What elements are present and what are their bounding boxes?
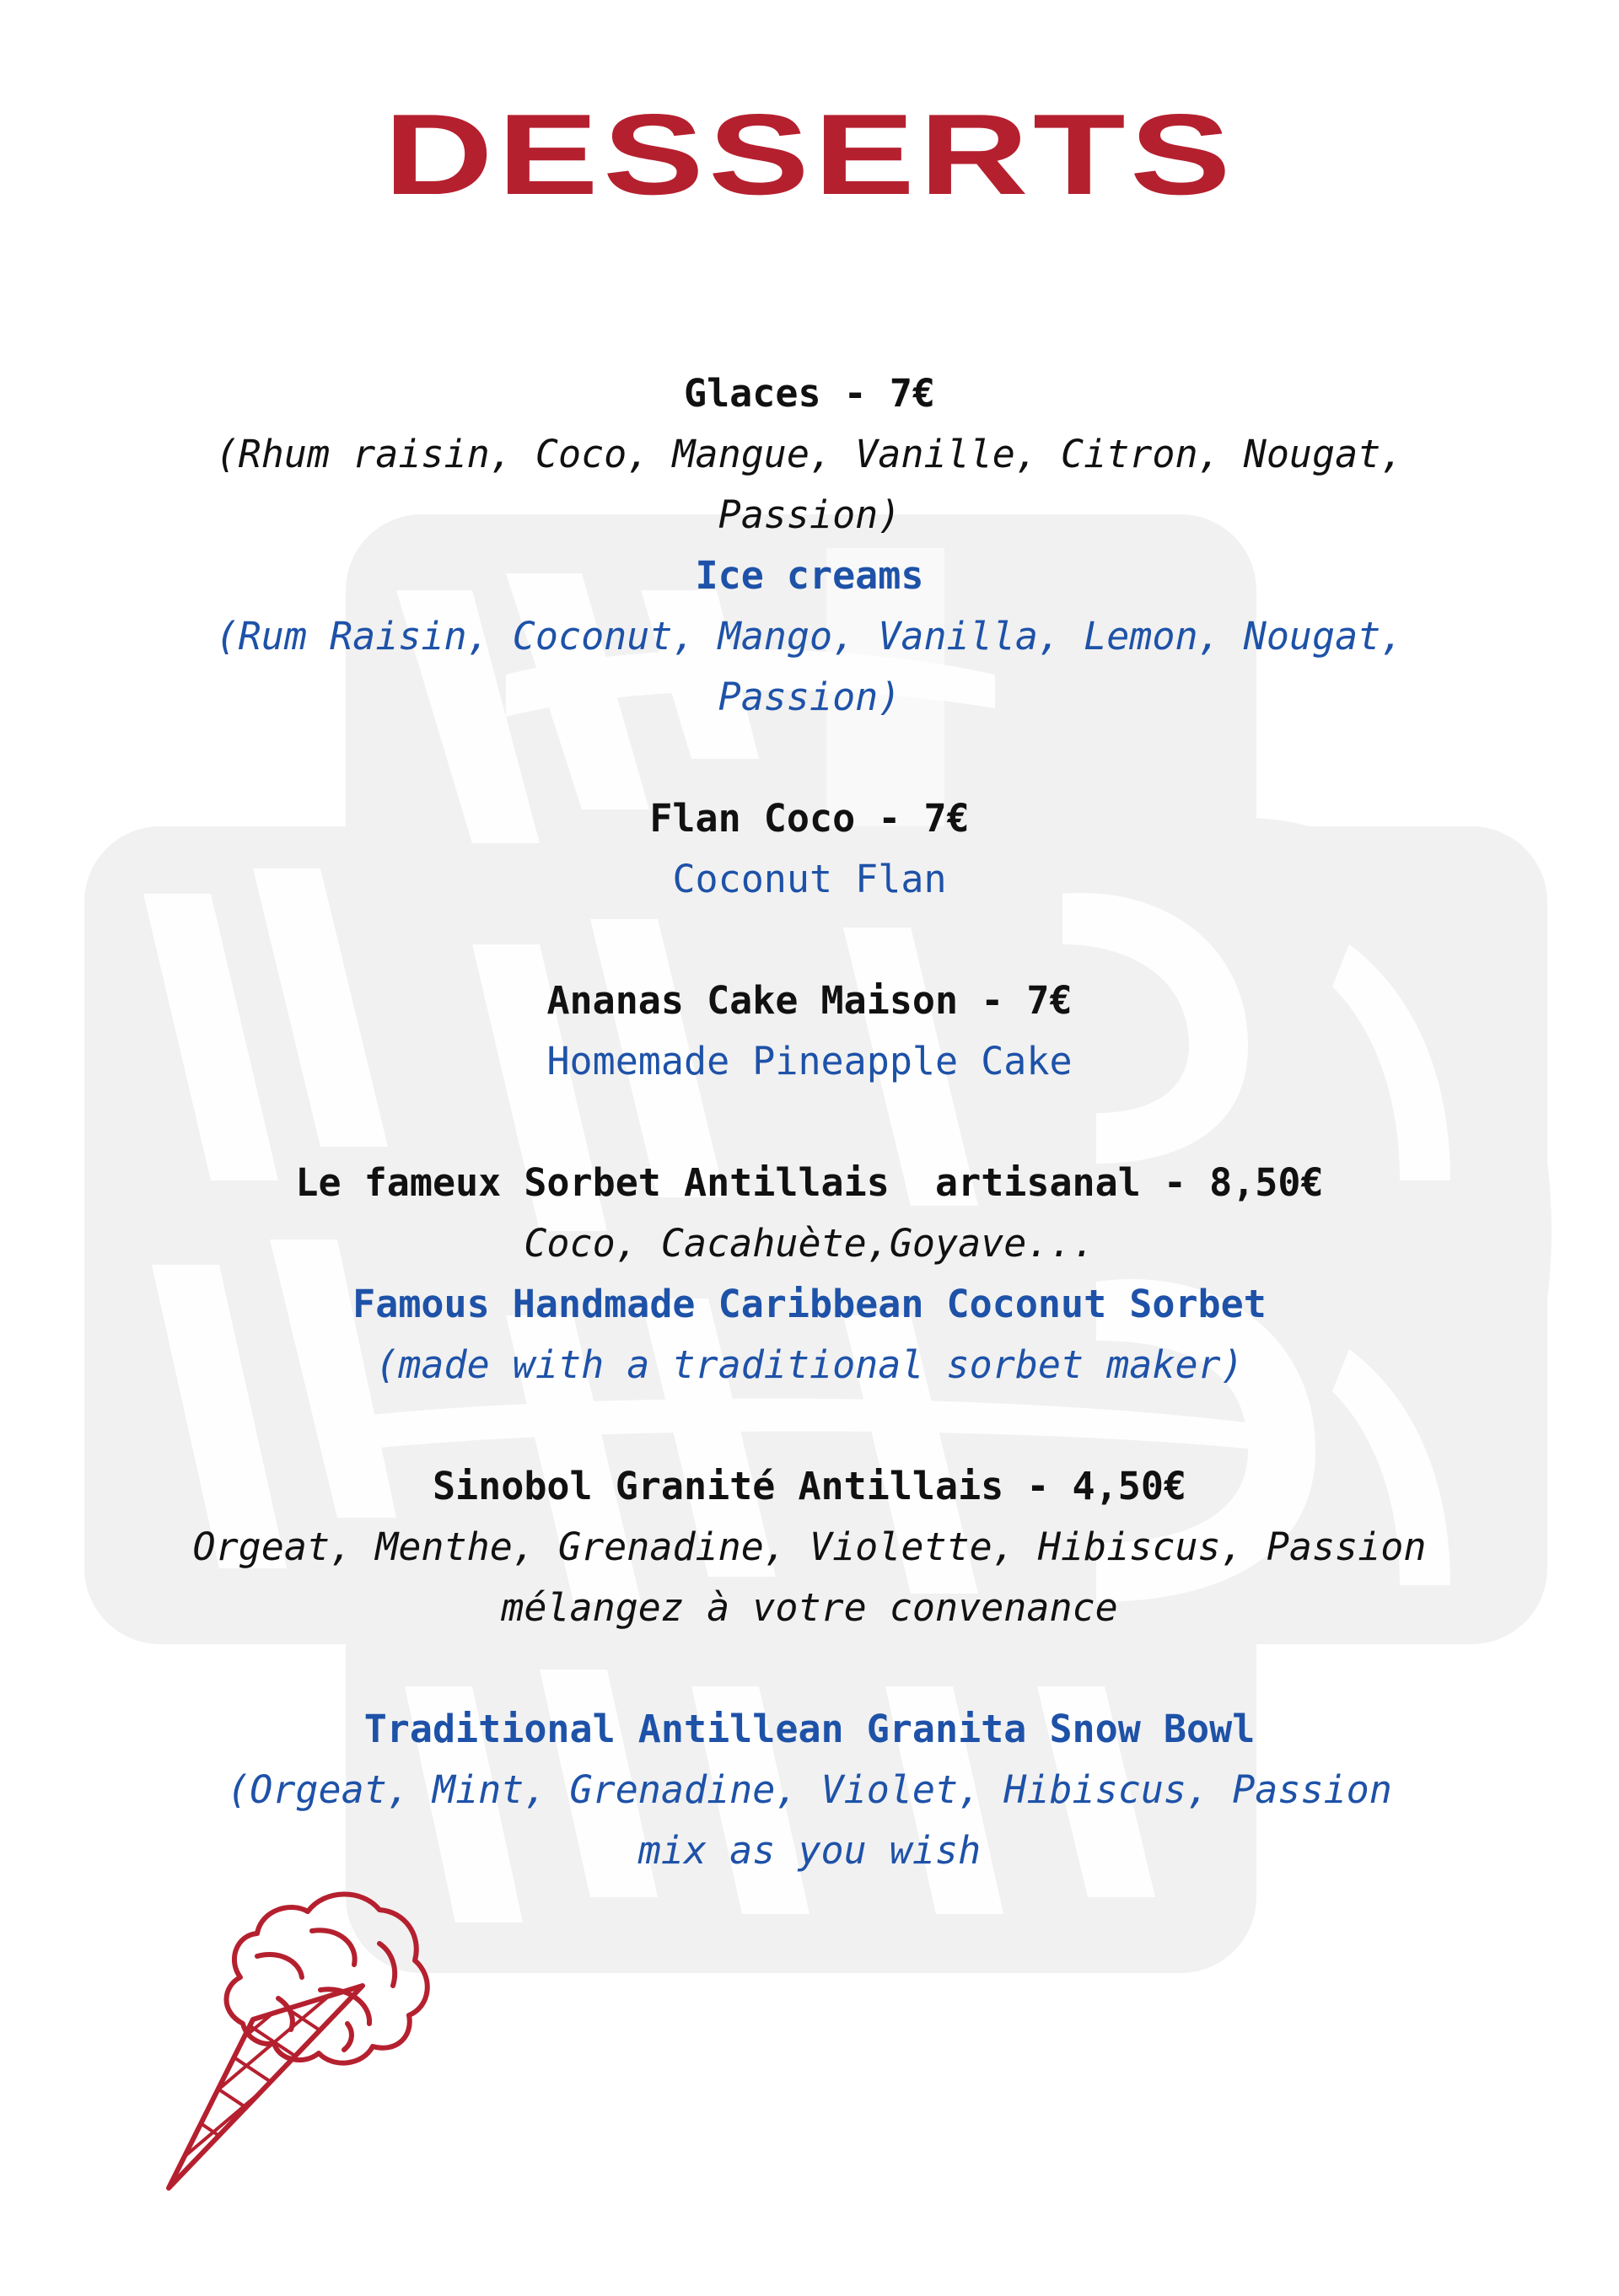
item-name: Sinobol Granité Antillais - 4,50€ [432, 1464, 1187, 1508]
item-english-name: Homemade Pineapple Cake [546, 1039, 1073, 1083]
item-english-description: mix as you wish [637, 1828, 982, 1873]
item-name: Ananas Cake Maison - 7€ [546, 978, 1073, 1023]
item-description: mélangez à votre convenance [501, 1585, 1118, 1630]
item-english-name: Famous Handmade Caribbean Coconut Sorbet [352, 1282, 1267, 1326]
item-description: Coco, Cacahuète,Goyave... [524, 1221, 1095, 1266]
item-name: Flan Coco - 7€ [649, 796, 970, 841]
item-description: Passion) [718, 492, 901, 537]
item-english-description: (Rum Raisin, Coconut, Mango, Vanilla, Lemon, Nougat, [215, 614, 1404, 659]
item-english-description: (made with a traditional sorbet maker) [375, 1342, 1244, 1387]
ice-cream-cone-icon [152, 1851, 455, 2205]
item-english-description: Passion) [718, 675, 901, 719]
item-description: Orgeat, Menthe, Grenadine, Violette, Hibiscus, Passion [192, 1524, 1427, 1569]
item-english-name: Traditional Antillean Granita Snow Bowl [363, 1707, 1256, 1751]
item-english-description: (Orgeat, Mint, Grenadine, Violet, Hibiscus, Passion [227, 1767, 1392, 1812]
item-description: (Rhum raisin, Coco, Mangue, Vanille, Citron, Nougat, [215, 432, 1404, 476]
item-name: Glaces - 7€ [683, 371, 935, 416]
item-english-name: Ice creams [695, 553, 924, 598]
item-english-name: Coconut Flan [672, 857, 947, 901]
item-name: Le fameux Sorbet Antillais artisanal - 8,50€ [295, 1160, 1324, 1205]
page-title: DESSERTS [384, 90, 1235, 218]
